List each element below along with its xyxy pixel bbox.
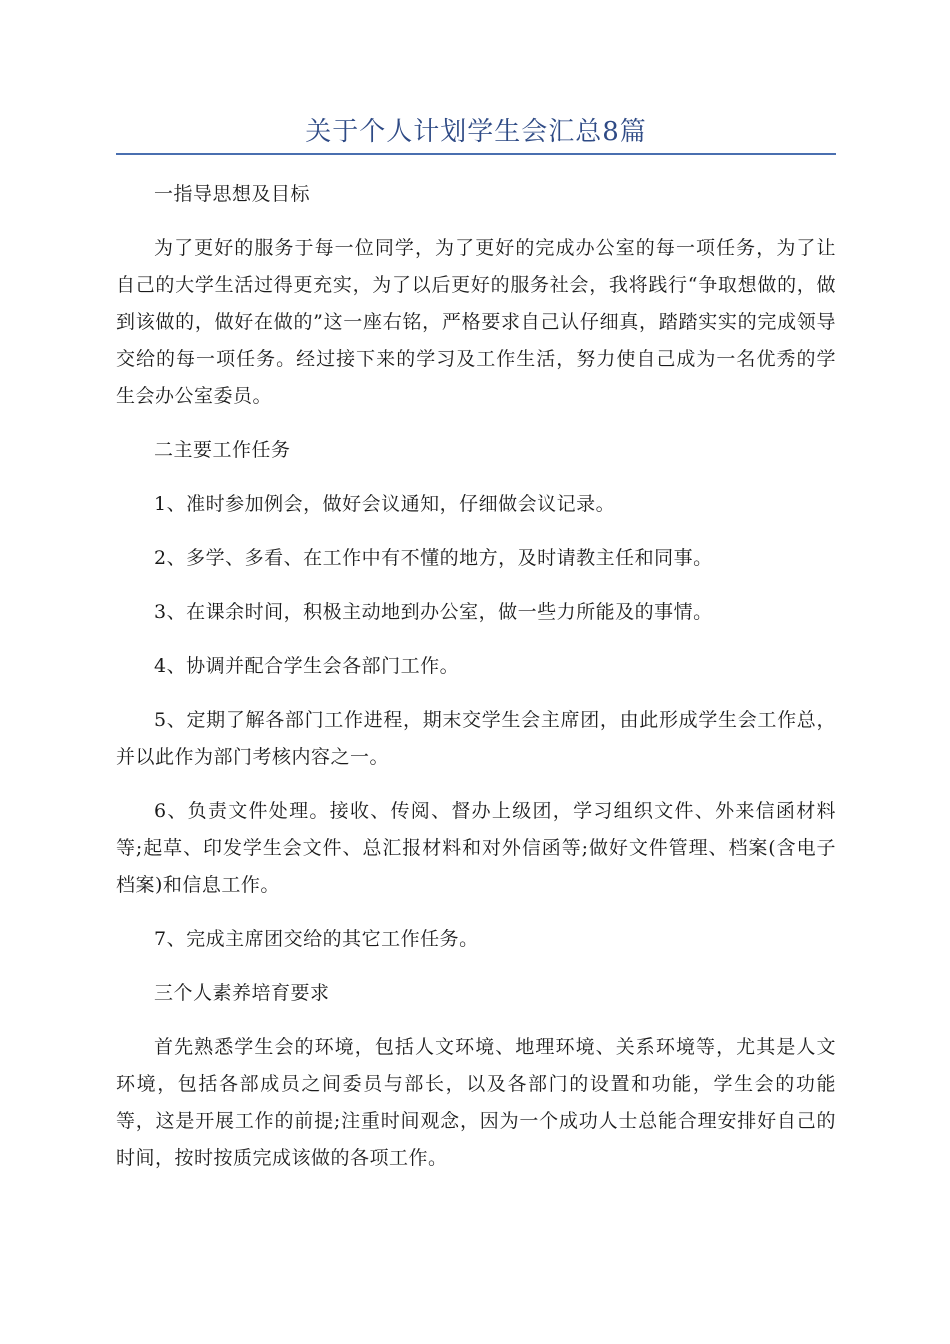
section-heading-2: 二主要工作任务: [154, 439, 291, 461]
title-underline: [116, 153, 836, 155]
paragraph-intro: 为了更好的服务于每一位同学，为了更好的完成办公室的每一项任务，为了让自己的大学生活过得更充实，为了以后更好的服务社会，我将践行“争取想做的，做到该做的，做好在做的”这一座右铭，严格要求自己认仔细真，踏踏实实的完成领导交给的每一项任务。经过接下来的学习及工作生活，努力使自己成为一名优秀的学生会办公室委员。: [116, 237, 836, 407]
paragraph-requirements: 首先熟悉学生会的环境，包括人文环境、地理环境、关系环境等，尤其是人文环境，包括各部成员之间委员与部长，以及各部门的设置和功能，学生会的功能等，这是开展工作的前提;注重时间观念，因为一个成功人士总能合理安排好自己的时间，按时按质完成该做的各项工作。: [116, 1036, 836, 1169]
document-title: 关于个人计划学生会汇总8篇: [305, 117, 647, 147]
document-body: [116, 176, 836, 1194]
section-heading-1: 一指导思想及目标: [154, 183, 311, 205]
list-item: 6、负责文件处理。接收、传阅、督办上级团，学习组织文件、外来信函材料等;起草、印发学生会文件、总汇报材料和对外信函等;做好文件管理、档案(含电子档案)和信息工作。: [116, 800, 836, 896]
list-item: 7、完成主席团交给的其它工作任务。: [154, 928, 479, 950]
list-item: 4、协调并配合学生会各部门工作。: [154, 655, 460, 677]
list-item: 3、在课余时间，积极主动地到办公室，做一些力所能及的事情。: [154, 601, 713, 623]
list-item: 2、多学、多看、在工作中有不懂的地方，及时请教主任和同事。: [154, 547, 713, 569]
section-heading-3: 三个人素养培育要求: [154, 982, 330, 1004]
list-item: 1、准时参加例会，做好会议通知，仔细做会议记录。: [154, 493, 616, 515]
list-item: 5、定期了解各部门工作进程，期末交学生会主席团，由此形成学生会工作总，并以此作为部门考核内容之一。: [116, 709, 836, 768]
